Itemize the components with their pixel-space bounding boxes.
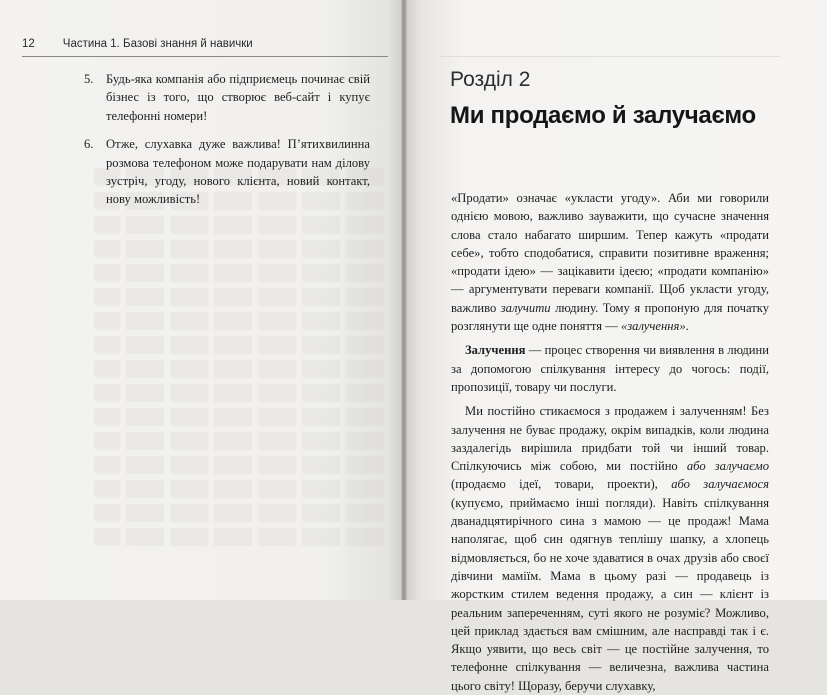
emphasis: «залучення»	[620, 319, 686, 334]
left-page	[0, 0, 404, 600]
text-run: «Продати» означає «укласти угоду». Аби ми говорили однією мовою, важливо зауважити, що сучасне значення слова стало набагато ширшим. Тепер кажуть «продати себе», тобто сподобатися, справити позитивне враження; «продати ідею» — зацікавити ідеєю; «продати компанію» — аргументувати переваги компанії. Щоб укласти угоду, важливо	[451, 191, 769, 315]
numbered-list	[84, 70, 370, 219]
running-header	[22, 38, 253, 50]
text-run: людину. Тому я пропоную для початку розглянути ще одне поняття —	[451, 300, 769, 334]
text-run: — процес створення чи виявлення в людини за допомогою спілкування інтересу до чогось: події, пропозиції, товару чи послуги.	[451, 343, 769, 394]
page-number: 12	[22, 38, 35, 50]
list-item	[84, 135, 370, 209]
definition-paragraph	[451, 341, 769, 396]
show-through-text	[94, 168, 384, 552]
list-item-number: 6.	[84, 137, 94, 152]
paragraph	[451, 189, 769, 335]
running-head-title: Частина 1. Базові знання й навички	[62, 38, 253, 50]
list-item-text: Отже, слухавка дуже важлива! П’ятихвилинна розмова телефоном може подарувати нам ділову зустріч, угоду, нового клієнта, новий контакт, нову можливість!	[106, 137, 370, 207]
text-run: (купуємо, приймаємо інші погляди). Навіть спілкування дванадцятирічного сина з мамою — це продаж! Мама наполягає, щоб син одягнув теплішу шапку, а хлопець відмовляється, бо не хоче здаватися в очах друзів або своєї дівчини маміїм. Мама в цьому разі — продавець із жорстким стилем ведення продажу, а син — клієнт із реальним запереченням, суті якого не розуміє? Можливо, цей приклад здається вам смішним, але насправді так і є. Якщо уявити, що весь світ — це постійне залучення, то телефонне спілкування — величезна, важлива частина цього світу! Щоразу, беручи слухавку,	[451, 495, 769, 693]
emphasis: або залучаємося	[671, 477, 769, 492]
text-run: .	[685, 319, 689, 334]
book-spine-gutter	[401, 0, 407, 600]
list-item-number: 5.	[84, 72, 94, 86]
emphasis: залучити	[500, 300, 551, 315]
text-run: Ми постійно стикаємося з продажем і залученням! Без залучення не буває продажу, окрім випадків, коли людина заздалегідь вирішила придбати той чи інший товар. Спілкуючись між собою, ми постійно	[451, 404, 769, 474]
show-through-rule	[440, 56, 780, 57]
defined-term: Залучення	[465, 343, 526, 358]
emphasis: або залучаємо	[686, 459, 769, 474]
list-item-text: Будь-яка компанія або підприємець починає свій бізнес із того, що створює веб-сайт і купує телефонні номери!	[106, 72, 370, 123]
chapter-title: Ми продаємо й залучаємо	[450, 102, 756, 129]
list-item	[84, 70, 370, 125]
chapter-body	[451, 189, 769, 695]
header-rule	[22, 56, 388, 57]
text-run: (продаємо ідеї, товари, проекти),	[451, 477, 672, 492]
chapter-label: Розділ 2	[450, 68, 531, 91]
paragraph	[451, 402, 769, 695]
